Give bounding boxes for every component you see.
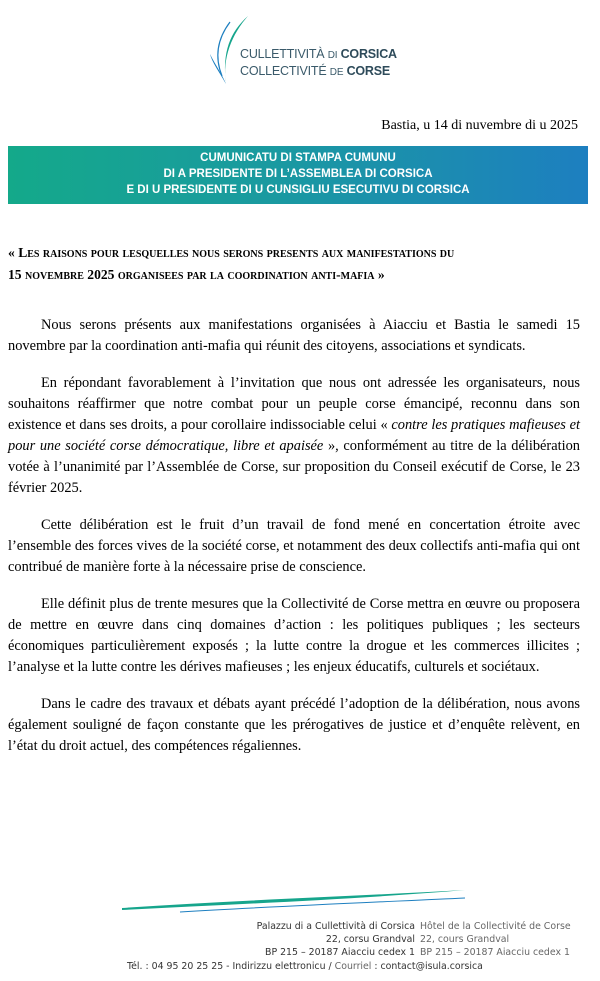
footer-address-french: Hôtel de la Collectivité de Corse 22, cours Grandval BP 215 – 20187 Aiacciu cedex 1 bbox=[420, 921, 571, 959]
footer-address-corsican: Palazzu di a Cullettività di Corsica 22, corsu Grandval BP 215 – 20187 Aiacciu cedex 1 bbox=[256, 921, 415, 959]
quoted-title: contre les pratiques mafieuses et pour une société corse démocratique, libre et apaisée bbox=[8, 417, 580, 454]
press-release-headline bbox=[8, 242, 588, 286]
press-release-banner bbox=[8, 146, 588, 204]
collectivite-de-corse-logo bbox=[208, 14, 397, 94]
banner-line-1: CUMUNICATU DI STAMPA CUMUNU bbox=[200, 152, 396, 164]
headline-line-2: 15 novembre 2025 organisees par la coordination anti-mafia » bbox=[8, 267, 385, 282]
logo-line-french: COLLECTIVITÉ DE CORSE bbox=[240, 64, 391, 78]
paragraph-3: Cette délibération est le fruit d’un travail de fond mené en concertation étroite avec l’ensemble des forces vives de la société corse, et notamment des deux collectifs anti-mafia qui ont contribué de manière forte à la nécessaire prise de conscience. bbox=[8, 517, 580, 575]
footer-contact: Tél. : 04 95 20 25 25 - Indirizzu elettronicu / Courriel : contact@isula.corsica bbox=[127, 961, 483, 972]
paragraph-5: Dans le cadre des travaux et débats ayant précédé l’adoption de la délibération, nous avons également souligné de façon constante que les prérogatives de justice et d’enquête relèvent, en l’état du droit actuel, des compétences régaliennes. bbox=[8, 696, 580, 754]
logo-line-corsican: CULLETTIVITÀ DI CORSICA bbox=[240, 47, 397, 61]
paragraph-2: En répondant favorablement à l’invitation que nous ont adressée les organisateurs, nous souhaitons réaffirmer que notre combat pour un peuple corse émancipé, reconnu dans son existence et dans ses droits, a pour corollaire indissociable celui « contre les pratiques mafieuses et pour une société corse démocratique, libre et apaisée », conformément au titre de la délibération votée à l’unanimité par l’Assemblée de Corse, sur proposition du Conseil exécutif de Corse, le 23 février 2025. bbox=[8, 375, 580, 496]
headline-line-1: « Les raisons pour lesquelles nous serons presents aux manifestations du bbox=[8, 245, 455, 260]
footer-swoosh-icon bbox=[120, 886, 470, 916]
document-date: Bastia, u 14 di nuvembre di u 2025 bbox=[381, 118, 578, 133]
press-release-body bbox=[8, 315, 580, 773]
paragraph-4: Elle définit plus de trente mesures que la Collectivité de Corse mettra en œuvre ou proposera de mettre en œuvre dans cinq domaines d’action : les politiques publiques ; les secteurs économiques particulièrement exposés ; la lutte contre la drogue et les commerces illicites ; l’analyse et la lutte contre les dérives mafieuses ; les enjeux éducatifs, culturels et sociétaux. bbox=[8, 596, 580, 675]
paragraph-1: Nous serons présents aux manifestations organisées à Aiacciu et Bastia le samedi 15 novembre par la coordination anti-mafia qui réunit des citoyens, associations et syndicats. bbox=[8, 317, 580, 354]
banner-line-3: E DI U PRESIDENTE DI U CUNSIGLIU ESECUTIVU DI CORSICA bbox=[126, 184, 470, 196]
contact-email: : contact@isula.corsica bbox=[371, 961, 483, 972]
banner-line-2: DI A PRESIDENTE DI L’ASSEMBLEA DI CORSICA bbox=[163, 168, 433, 180]
